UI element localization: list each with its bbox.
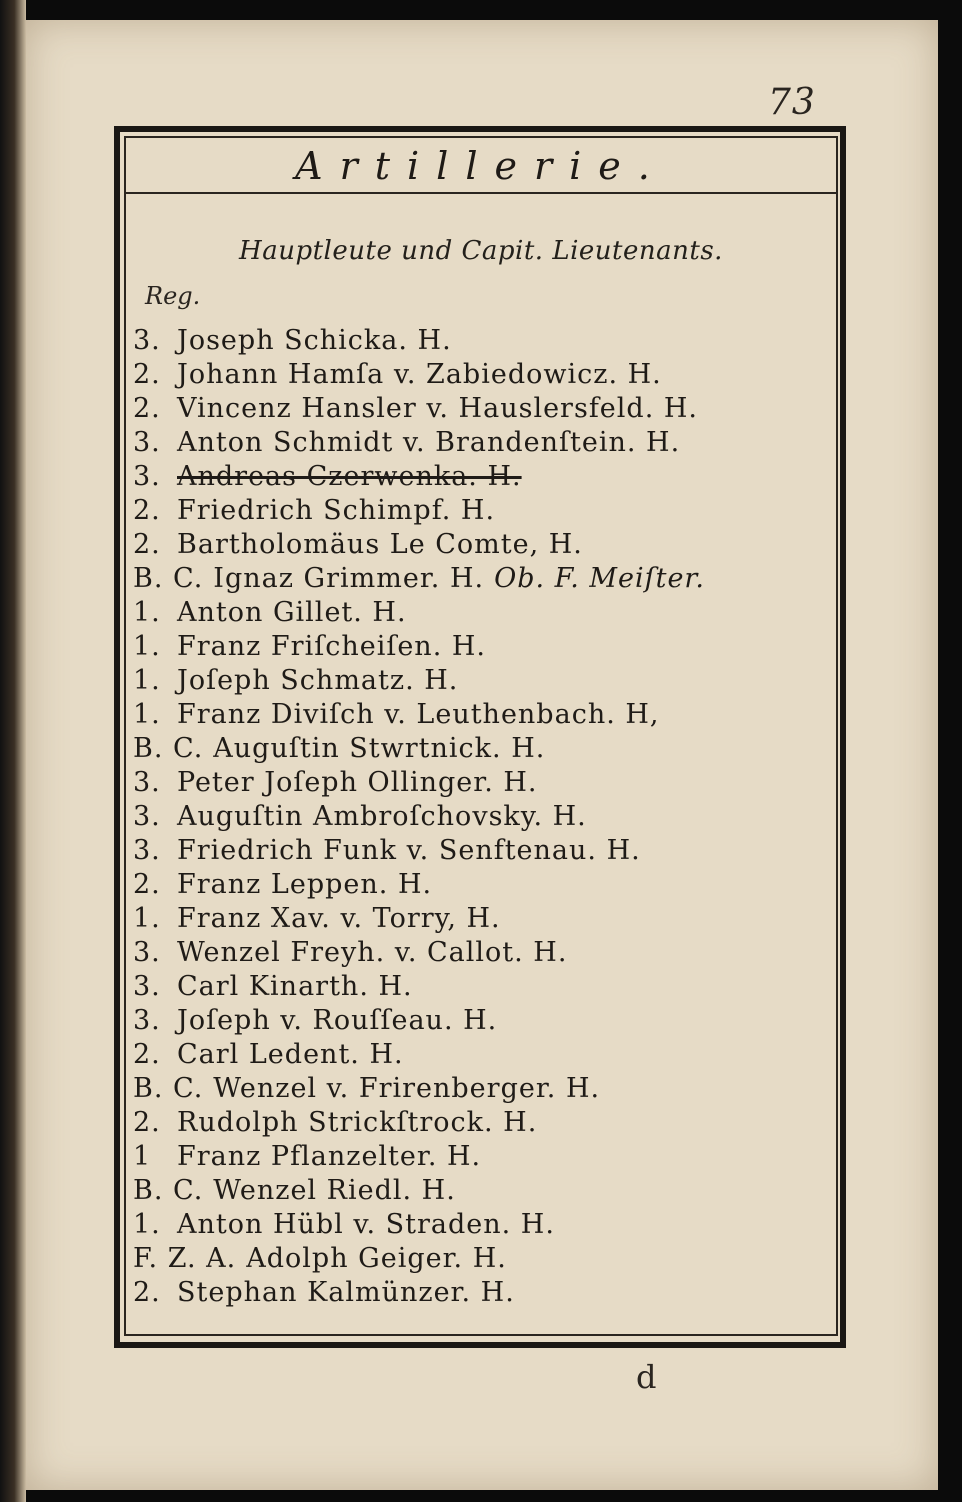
roster-row (133, 1140, 823, 1174)
roster-row (133, 1208, 823, 1242)
roster-row (133, 868, 823, 902)
roster-row (133, 1276, 823, 1310)
regiment-number: 3. (133, 461, 161, 492)
roster-row (133, 936, 823, 970)
officer-name: Bartholomäus Le Comte, H. (177, 529, 583, 560)
roster-row (133, 426, 823, 460)
roster-row (133, 1072, 823, 1106)
roster-row (133, 324, 823, 358)
regiment-number: 3. (133, 937, 161, 968)
officer-name: Wenzel v. Frirenberger. H. (213, 1073, 601, 1104)
regiment-number: 1. (133, 597, 161, 628)
officer-name: Carl Ledent. H. (177, 1039, 404, 1070)
regiment-number: 1. (133, 1209, 161, 1240)
regiment-number: 1 (133, 1141, 152, 1172)
rank-note: Ob. F. Meiſter. (494, 563, 705, 594)
regiment-number: 2. (133, 1039, 161, 1070)
roster-row (133, 596, 823, 630)
roster-row (133, 902, 823, 936)
officer-name: Auguſtin Stwrtnick. H. (213, 733, 546, 764)
officer-name: Adolph Geiger. H. (246, 1243, 507, 1274)
officer-name: Friedrich Schimpf. H. (177, 495, 496, 526)
regiment-number: 3. (133, 835, 161, 866)
regiment-number: 2. (133, 869, 161, 900)
officer-name: Wenzel Riedl. H. (213, 1175, 456, 1206)
officer-name: Anton Hübl v. Straden. H. (177, 1209, 555, 1240)
regiment-number: 2. (133, 529, 161, 560)
regiment-number: 3. (133, 325, 161, 356)
roster-row (133, 766, 823, 800)
regiment-number: 3. (133, 1005, 161, 1036)
officer-name: Johann Hamſa v. Zabiedowicz. H. (177, 359, 662, 390)
column-header: Reg. (145, 282, 201, 310)
roster-row (133, 1242, 823, 1276)
officer-name: Andreas Czerwenka. H. (177, 461, 522, 492)
roster-row (133, 800, 823, 834)
regiment-number: 3. (133, 801, 161, 832)
regiment-number: F. Z. A. (133, 1243, 237, 1274)
roster-row (133, 970, 823, 1004)
roster-row (133, 1038, 823, 1072)
roster-row (133, 1174, 823, 1208)
roster-row (133, 1004, 823, 1038)
regiment-number: B. C. (133, 733, 204, 764)
regiment-number: 2. (133, 359, 161, 390)
regiment-number: 1. (133, 665, 161, 696)
roster-row (133, 494, 823, 528)
officer-name: Carl Kinarth. H. (177, 971, 413, 1002)
regiment-number: 1. (133, 631, 161, 662)
regiment-number: B. C. (133, 1073, 204, 1104)
officer-name: Vincenz Hansler v. Hauslersfeld. H. (177, 393, 698, 424)
officer-name: Auguſtin Ambroſchovsky. H. (177, 801, 587, 832)
officer-name: Franz Friſcheiſen. H. (177, 631, 486, 662)
page-number: 73 (768, 82, 816, 123)
regiment-number: 3. (133, 427, 161, 458)
regiment-number: 2. (133, 1107, 161, 1138)
roster-row (133, 630, 823, 664)
officer-name: Stephan Kalmünzer. H. (177, 1277, 515, 1308)
officer-name: Joseph Schicka. H. (177, 325, 452, 356)
regiment-number: 3. (133, 767, 161, 798)
officer-name: Anton Gillet. H. (177, 597, 407, 628)
regiment-number: 2. (133, 495, 161, 526)
officer-name: Franz Diviſch v. Leuthenbach. H, (177, 699, 660, 730)
officer-name: Friedrich Funk v. Senftenau. H. (177, 835, 641, 866)
officer-name: Joſeph v. Rouſſeau. H. (177, 1005, 498, 1036)
officer-name: Wenzel Freyh. v. Callot. H. (177, 937, 568, 968)
regiment-number: 3. (133, 971, 161, 1002)
header-rule (124, 192, 838, 194)
signature-mark: d (636, 1358, 657, 1396)
regiment-number: B. C. (133, 1175, 204, 1206)
officer-name: Rudolph Strickſtrock. H. (177, 1107, 538, 1138)
regiment-number: 2. (133, 1277, 161, 1308)
roster-row (133, 392, 823, 426)
roster-row (133, 358, 823, 392)
roster-row (133, 1106, 823, 1140)
officer-name: Franz Xav. v. Torry, H. (177, 903, 501, 934)
section-title: Artillerie. (295, 144, 667, 188)
subtitle: Hauptleute und Capit. Lieutenants. (239, 236, 723, 266)
regiment-number: 1. (133, 699, 161, 730)
roster-row (133, 528, 823, 562)
officer-name: Franz Pflanzelter. H. (177, 1141, 482, 1172)
officer-name: Anton Schmidt v. Brandenſtein. H. (177, 427, 681, 458)
book-spine (0, 0, 26, 1502)
regiment-number: 1. (133, 903, 161, 934)
roster-row (133, 732, 823, 766)
roster-row (133, 698, 823, 732)
regiment-number: B. C. (133, 563, 204, 594)
officer-name: Peter Joſeph Ollinger. H. (177, 767, 538, 798)
roster-row (133, 562, 823, 596)
officer-roster (133, 324, 823, 1310)
roster-row (133, 460, 823, 494)
roster-row (133, 834, 823, 868)
officer-name: Ignaz Grimmer. H. (213, 563, 485, 594)
roster-row (133, 664, 823, 698)
regiment-number: 2. (133, 393, 161, 424)
officer-name: Franz Leppen. H. (177, 869, 433, 900)
officer-name: Joſeph Schmatz. H. (177, 665, 459, 696)
